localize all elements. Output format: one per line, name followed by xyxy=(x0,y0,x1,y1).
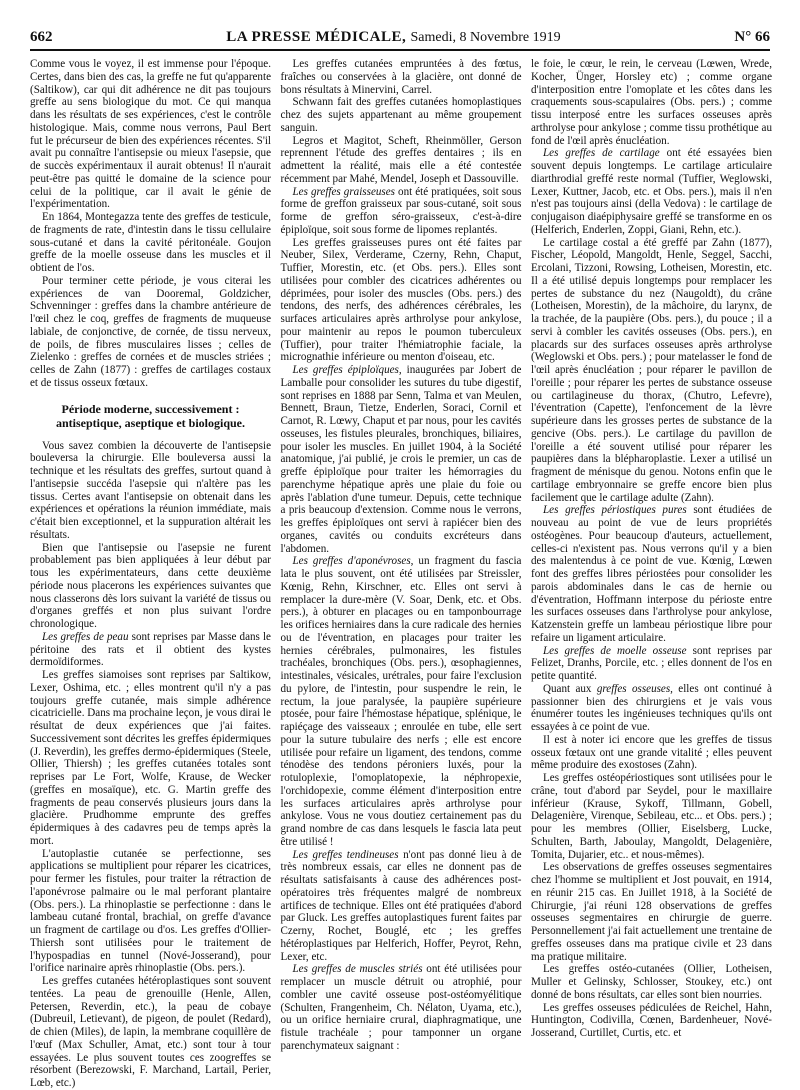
paragraph: Les greffes cutanées hétéroplastiques sont souvent tentées. La peau de grenouille (Henle, Allen, Petersen, Reverdin, etc.), la peau de cobaye (Dubreuil, Letievant), de pigeon, de poulet (Redard), de chien (Miles), de lapin, la membrane coquillère de l'œuf (Max Schuller, Amat, etc.) sont tour à tour essayées. Le plus souvent toutes ces zoogreffes se résorbent (Berezowski, F. Marchand, Lartail, Perier, Lœb, etc.) xyxy=(30,975,271,1089)
paragraph xyxy=(531,147,772,236)
paragraph-text: ont été utilisées pour remplacer un muscle détruit ou atrophié, pour combler une cavité osseuse post-ostéomyélitique (Schulten, Frangenheim, Ch. Nélaton, Uyama, etc.), ou un orifice herniaire crural, diaphragmatique, une fistule trachéale ; pour tamponner un organe parenchymateux saignant : xyxy=(280,963,522,1052)
column-middle xyxy=(281,58,522,1076)
paragraph: En 1864, Montegazza tente des greffes de testicule, de fragments de rate, d'intestin dans le tissu cellulaire sous-cutané et dans la cavité péritonéale. Goujon greffe de la moelle osseuse dans les muscles et il obtient de l'os. xyxy=(30,211,271,274)
text-columns xyxy=(30,58,772,1089)
paragraph: Vous savez combien la découverte de l'antisepsie bouleversa la chirurgie. Elle bouleversa aussi la technique et les résultats des greffes, surtout quand à l'antisepsie succéda l'asepsie qui n'altère pas les tissus. Certes avant l'antisepsie on obtenait dans les expériences et opérations la réunion immédiate, mais c'était bien exceptionnel, et la suppuration altérait les résultats. xyxy=(30,439,271,541)
paragraph-text: sont étudiées de nouveau au point de vue de leurs propriétés ostéogènes. Pour beaucoup d'auteurs, actuellement, celles-ci n'existent pas. Nous verrons qu'il y a bien des malentendus à ce point de vue. Kœnig, Lœwen font des greffes libres périostées pour consolider les parois abdominales dans le cas de hernie ou d'éventration, Hoffmann interpose du périoste entre les surfaces osseuses dans l'arthrolyse pour ankylose, Katzenstein greffe un lambeau périostique libre pour refaire un ligament articulaire. xyxy=(531,504,772,644)
paragraph: Il est à noter ici encore que les greffes de tissus osseux fœtaux ont une grande vitalité ; elles peuvent même produire des exostoses (Zahn). xyxy=(531,733,772,772)
paragraph: Pour terminer cette période, je vous citerai les expériences de van Dooremal, Goldzicher, Schvenninger : greffes dans la chambre antérieure de l'œil chez le coq, greffes de fragments de muqueuse labiale, de conjonctive, de cornée, de tissu nerveux, de poils, de fibres musculaires lisses ; celles de Zielenko : greffes de cornées et de muscles striées ; celles de Zahn (1877) : greffes de cartilages costaux et de tissus osseux fœtaux. xyxy=(30,274,271,389)
journal-name: LA PRESSE MÉDICALE, xyxy=(226,29,407,45)
italic-term: Les greffes de muscles striés xyxy=(292,963,423,976)
italic-term: Les greffes tendineuses xyxy=(292,848,399,861)
paragraph: L'autoplastie cutanée se perfectionne, ses applications se multiplient pour réparer les cicatrices, pour fermer les fistules, pour traiter la rétraction de l'aponévrose palmaire ou le mal perforant plantaire (Obs. pers.). La rhinoplastie se perfectionne : dans le lambeau cutané frontal, brachial, on greffe d'avance un fragment de cartilage ou d'os. Les greffes d'Ollier-Thiersh sont utilisées pour le traitement de l'hypospadias en tunnel (Nové-Josserand), pour l'orifice narinaire après rhinoplastie (Obs. pers.). xyxy=(30,847,271,975)
column-left xyxy=(30,58,271,1089)
paragraph: Les greffes osseuses pédiculées de Reichel, Hahn, Huntington, Codivilla, Cœnen, Bardenheuer, Nové-Josserand, Curtillet, Curtis, etc. et xyxy=(531,1001,772,1039)
paragraph: Schwann fait des greffes cutanées homoplastiques chez des sujets appartenant au même groupement sanguin. xyxy=(280,96,522,134)
paragraph: Le cartilage costal a été greffé par Zahn (1877), Fischer, Léopold, Mangoldt, Henle, Seggel, Sacchi, Ercolani, Tizzoni, Rowsing, Lotheisen, Morestin, etc. Il a été utilisé depuis longtemps pour remplacer les pertes de substance du nez (Naugoldt), du crâne (Lotheisen, Morestin), de la mâchoire, du larynx, de la trachée, de la paupière (Obs. pers.), du pouce ; il a servi à combler les cavités osseuses (Obs. pers.), en placards sur des surfaces osseuses après arthrolyse (Weglowski et Obs. pers.) ; pour matelasser le fond de l'œil après énucléation ; pour réparer le pavillon de l'oreille ; pour réparer les pertes de substance osseuse ou cartilagineuse du thorax, (Chutro, Lefevre), l'éventration (Capette), l'enfoncement de la lèvre supérieure dans les grosses pertes de substance de la gencive (Obs. pers.). Le cartilage du pavillon de l'oreille a été souvent utilisé pour réparer les paupières dans la blépharoplastie. Lexer a utilisé un fragment de ménisque du genou. Notons enfin que le cartilage embryonnaire se greffe encore bien plus facilement que le cartilage adulte (Zahn). xyxy=(531,236,772,504)
paragraph xyxy=(531,645,772,683)
paragraph: Les observations de greffes osseuses segmentaires chez l'homme se multiplient et Jost pouvait, en 1914, en réunir 215 cas. En Juillet 1918, à la Société de Chirurgie, j'ai réuni 128 observations de greffes osseuses segmentaires en chirurgie de guerre. Personnellement j'ai fait actuellement une trentaine de greffes osseuses dans ma pratique civile et 23 dans ma pratique militaire. xyxy=(531,861,772,963)
paragraph-text: sont reprises par Felizet, Dranhs, Porcile, etc. ; elles donnent de l'os en petite quantité. xyxy=(531,644,772,682)
paragraph: Comme vous le voyez, il est immense pour l'époque. Certes, dans bien des cas, la greffe ne fut qu'apparente (Saltikow), car qui dit adhérence ne dit pas toujours greffe au sens biologique du mot. Ce qui manqua dans les résultats de ses expériences, c'est le contrôle histologique. Mais, comme nous verrons, Paul Bert fut le précurseur de bien des expériences récentes. S'il avait pu connaître l'antisepsie ou mieux l'asepsie, que de succès expérimentaux il aurait obtenus! Il n'aurait peut-être pas quitté le domaine de la science pour celui de la politique, car il avait le génie de l'expérimentation. xyxy=(30,58,271,211)
paragraph-text: ont été essayées bien souvent depuis longtemps. Le cartilage articulaire diarthrodial greffé reste normal (Tuffier, Weglowski, Lexer, Kuttner, Jacob, etc. et Obs. pers.), mais il n'en n'est pas toujours ainsi (della Vedova) : le cartilage de conjugaison diaépiphysaire greffé se transforme en os (Helferich, Enderlen, Zoppi, Giani, Rehn, etc.). xyxy=(531,147,772,236)
paragraph xyxy=(30,631,271,669)
paragraph-text: n'ont pas donné lieu à de très nombreux essais, car elles ne donnent pas de résultats satisfaisants à cause des adhérences post-opératoires très fréquentes malgré de nombreux artifices de technique. Elles ont été pratiquées d'abord par Gluck. Les greffes autoplastiques furent faites par Czerny, Rochet, Bouglé, etc ; les greffes hétéroplastiques par Helferich, Hoffer, Peyrot, Rehn, Lexer, etc. xyxy=(280,848,522,963)
paragraph: Les greffes siamoises sont reprises par Saltikow, Lexer, Oshima, etc. ; elles montrent qu'il n'y a pas toujours greffe cutanée, mais simple adhérence cicatricielle. Dans ma prochaine leçon, je vous dirai le résultat de deux expériences que j'ai faites. Successivement sont décrites les greffes épidermiques (J. Reverdin), les greffes dermo-épidermiques (Steele, Ollier, Thiersh) ; les greffes cutanées totales sont reprises par Le Fort, Wolfe, Krause, de Wecker (greffes en mosaïque), etc. G. Martin greffe des fragments de peau conservés plusieurs jours dans la glacière. Prudhomme emprunte des greffes épidermiques à des cadavres peu de temps après la mort. xyxy=(30,669,271,847)
paragraph xyxy=(531,504,772,644)
paragraph xyxy=(281,849,522,964)
italic-term: Les greffes de moelle osseuse xyxy=(543,644,687,657)
paragraph xyxy=(281,364,522,555)
paragraph: Les greffes graisseuses pures ont été faites par Neuber, Silex, Verderame, Czerny, Rehn, Chaput, Tuffier, Morestin, etc. (et Obs. pers.). Elles sont utilisées pour combler des cicatrices adhérentes ou déprimées, pour isoler des muscles (Obs. pers.) des tendons, des nerfs, des adhérences cérébrales, les surfaces articulaires après arthrolyse pour ankylose, pour maintenir au repos le poumon tuberculeux (Tuffier), pour traiter l'hémiatrophie faciale, la micrognathie inférieure ou menton d'oiseau, etc. xyxy=(280,236,522,364)
paragraph-text: sont reprises par Masse dans le péritoine des rats et il obtient des kystes dermoïdiformes. xyxy=(30,630,271,669)
italic-term: greffes osseuses, xyxy=(596,682,673,695)
italic-term: Les greffes de cartilage xyxy=(543,147,660,160)
paragraph xyxy=(281,963,522,1052)
section-title: Période moderne, successivement : antiseptique, aseptique et biologique. xyxy=(55,401,246,430)
page-header xyxy=(30,22,770,51)
column-right xyxy=(531,58,772,1076)
paragraph: Les greffes ostéo-cutanées (Ollier, Lotheisen, Muller et Gelinsky, Schlosser, Stoukey, etc.) ont donné de bons résultats, car elles sont bien nourries. xyxy=(531,963,772,1001)
paragraph xyxy=(281,555,522,848)
paragraph xyxy=(281,186,522,237)
journal-title xyxy=(226,29,560,46)
paragraph: Legros et Magitot, Scheft, Rheinmöller, Gerson reprennent l'étude des greffes dentaires ; ils en admettent la réalité, mais elle a été contestée récemment par Mahé, Mendel, Joseph et Dassouville. xyxy=(280,134,522,185)
paragraph: Les greffes ostéopériostiques sont utilisées pour le crâne, tout d'abord par Seydel, pour le maxillaire inférieur (Krause, Sykoff, Tillmann, Gobell, Delagenière, Virenque, Sebileau, etc... et Obs. pers.) ; pour les membres (Ollier, Eiselsberg, Lucke, Schulten, Barth, Jaboulay, Mangoldt, Delagenière, Tomita, Dujarier, etc.. et nous-mêmes). xyxy=(531,772,772,861)
paragraph: Les greffes cutanées empruntées à des fœtus, fraîches ou conservées à la glacière, ont donné de bons résultats à Minervini, Carrel. xyxy=(280,58,522,96)
paragraph-text: Quant aux xyxy=(543,682,597,695)
italic-term: Les greffes graisseuses xyxy=(292,185,395,198)
italic-term: Les greffes d'aponévroses, xyxy=(292,555,414,568)
issue-number: N° 66 xyxy=(734,29,770,45)
paragraph-text: ont été pratiquées, soit sous forme de greffon graisseux par sous-cutané, soit sous forme de greffon séro-graisseux, c'est-à-dire épiploïque, soit sous forme de lipomes replantés. xyxy=(280,185,522,236)
paragraph: le foie, le cœur, le rein, le cerveau (Lœwen, Wrede, Kocher, Ünger, Horsley etc) ; comme organe d'interposition entre l'omoplate et les côtes dans les craquements sous-scapulaires (Obs. pers.) ; comme tissu interposé entre les surfaces osseuses après arthrolyse pour ankylose ; comme tissu prothétique au fond de l'œil après énucléation. xyxy=(531,58,772,147)
italic-term: Les greffes épiploïques, xyxy=(292,364,402,376)
paragraph: Bien que l'antisepsie ou l'asepsie ne furent probablement pas bien appliquées à leur début par tous les expérimentateurs, dans cette deuxième période nous placerons les expériences suivantes que nous classerons dès lors suivant la variété de tissus ou d'organes greffés et non plus suivant l'ordre chronologique. xyxy=(30,541,271,630)
paragraph-text: elles ont continué à passionner bien des chirurgiens et je vais vous énumérer toutes les ingénieuses techniques qu'ils ont essayées à ce point de vue. xyxy=(531,682,772,733)
issue-date: Samedi, 8 Novembre 1919 xyxy=(410,30,561,45)
italic-term: Les greffes de peau xyxy=(42,630,129,643)
paragraph-text: un fragment du fascia lata le plus souvent, ont été utilisées par Streissler, Kœnig, Rehn, Kirschner, etc. Elles ont servi à remplacer la dure-mère (V. Soar, Denk, etc. et Obs. pers.), à obturer en placages ou en tamponbourrage les orifices herniaires dans la cure radicale des hernies ou de l'éventration, en placages pour traiter les hernies cérébrales, pulmonaires, les fistules trachéales, bronchiques (Obs. pers.), œsophagiennes, intestinales, vésicales, urétrales, pour faire l'exclusion du pylore, de l'intestin, pour suspendre le rein, le rectum, la joue paralysée, la paupière supérieure ptosée, pour faire l'hémostase hépatique, splénique, le rapiéçage des vaisseaux ; enroulée en tube, elle sert pour la suture tubulaire des nerfs ; elle est encore utilisée pour refaire un ligament, des tendons, comme ténodèse des tendons péroniers luxés, pour la rotuloplexie, l'omoplatopexie, la néphropexie, l'orchidopexie, comme élément d'interposition entre les surfaces articulaires après arthrolyse pour ankylose. Vous ne vous doutiez certainement pas du grand nombre de cas dans lesquels le fascia lata peut être utilisé ! xyxy=(280,555,522,848)
italic-term: Les greffes périostiques pures xyxy=(543,504,687,517)
page-number: 662 xyxy=(30,29,53,45)
paragraph xyxy=(531,683,772,734)
paragraph-text: inaugurées par Jobert de Lamballe pour consolider les sutures du tube digestif, sont reprises en 1888 par Senn, Talma et van Meulen, Bennett, Braun, Tietze, Enderlen, Soraci, Cornil et Carnot, R. Lœwy, Chaput et par nous, pour les cavités osseuses, les fistules pleurales, bronchiques, biliaires, pour isoler les muscles. En juillet 1904, à la Société anatomique, j'ai publié, je crois le premier, un cas de greffe épiploïque pour traiter les hémorragies du parenchyme hépatique après une plaie du foie ou après l'ablation d'une tumeur. Depuis, cette technique a pris beaucoup d'extension. Comme nous le verrons, les greffes épiploïques ont servi à rapiécer bien des organes, cavités ou conduits excréteurs dans l'abdomen. xyxy=(280,364,522,555)
